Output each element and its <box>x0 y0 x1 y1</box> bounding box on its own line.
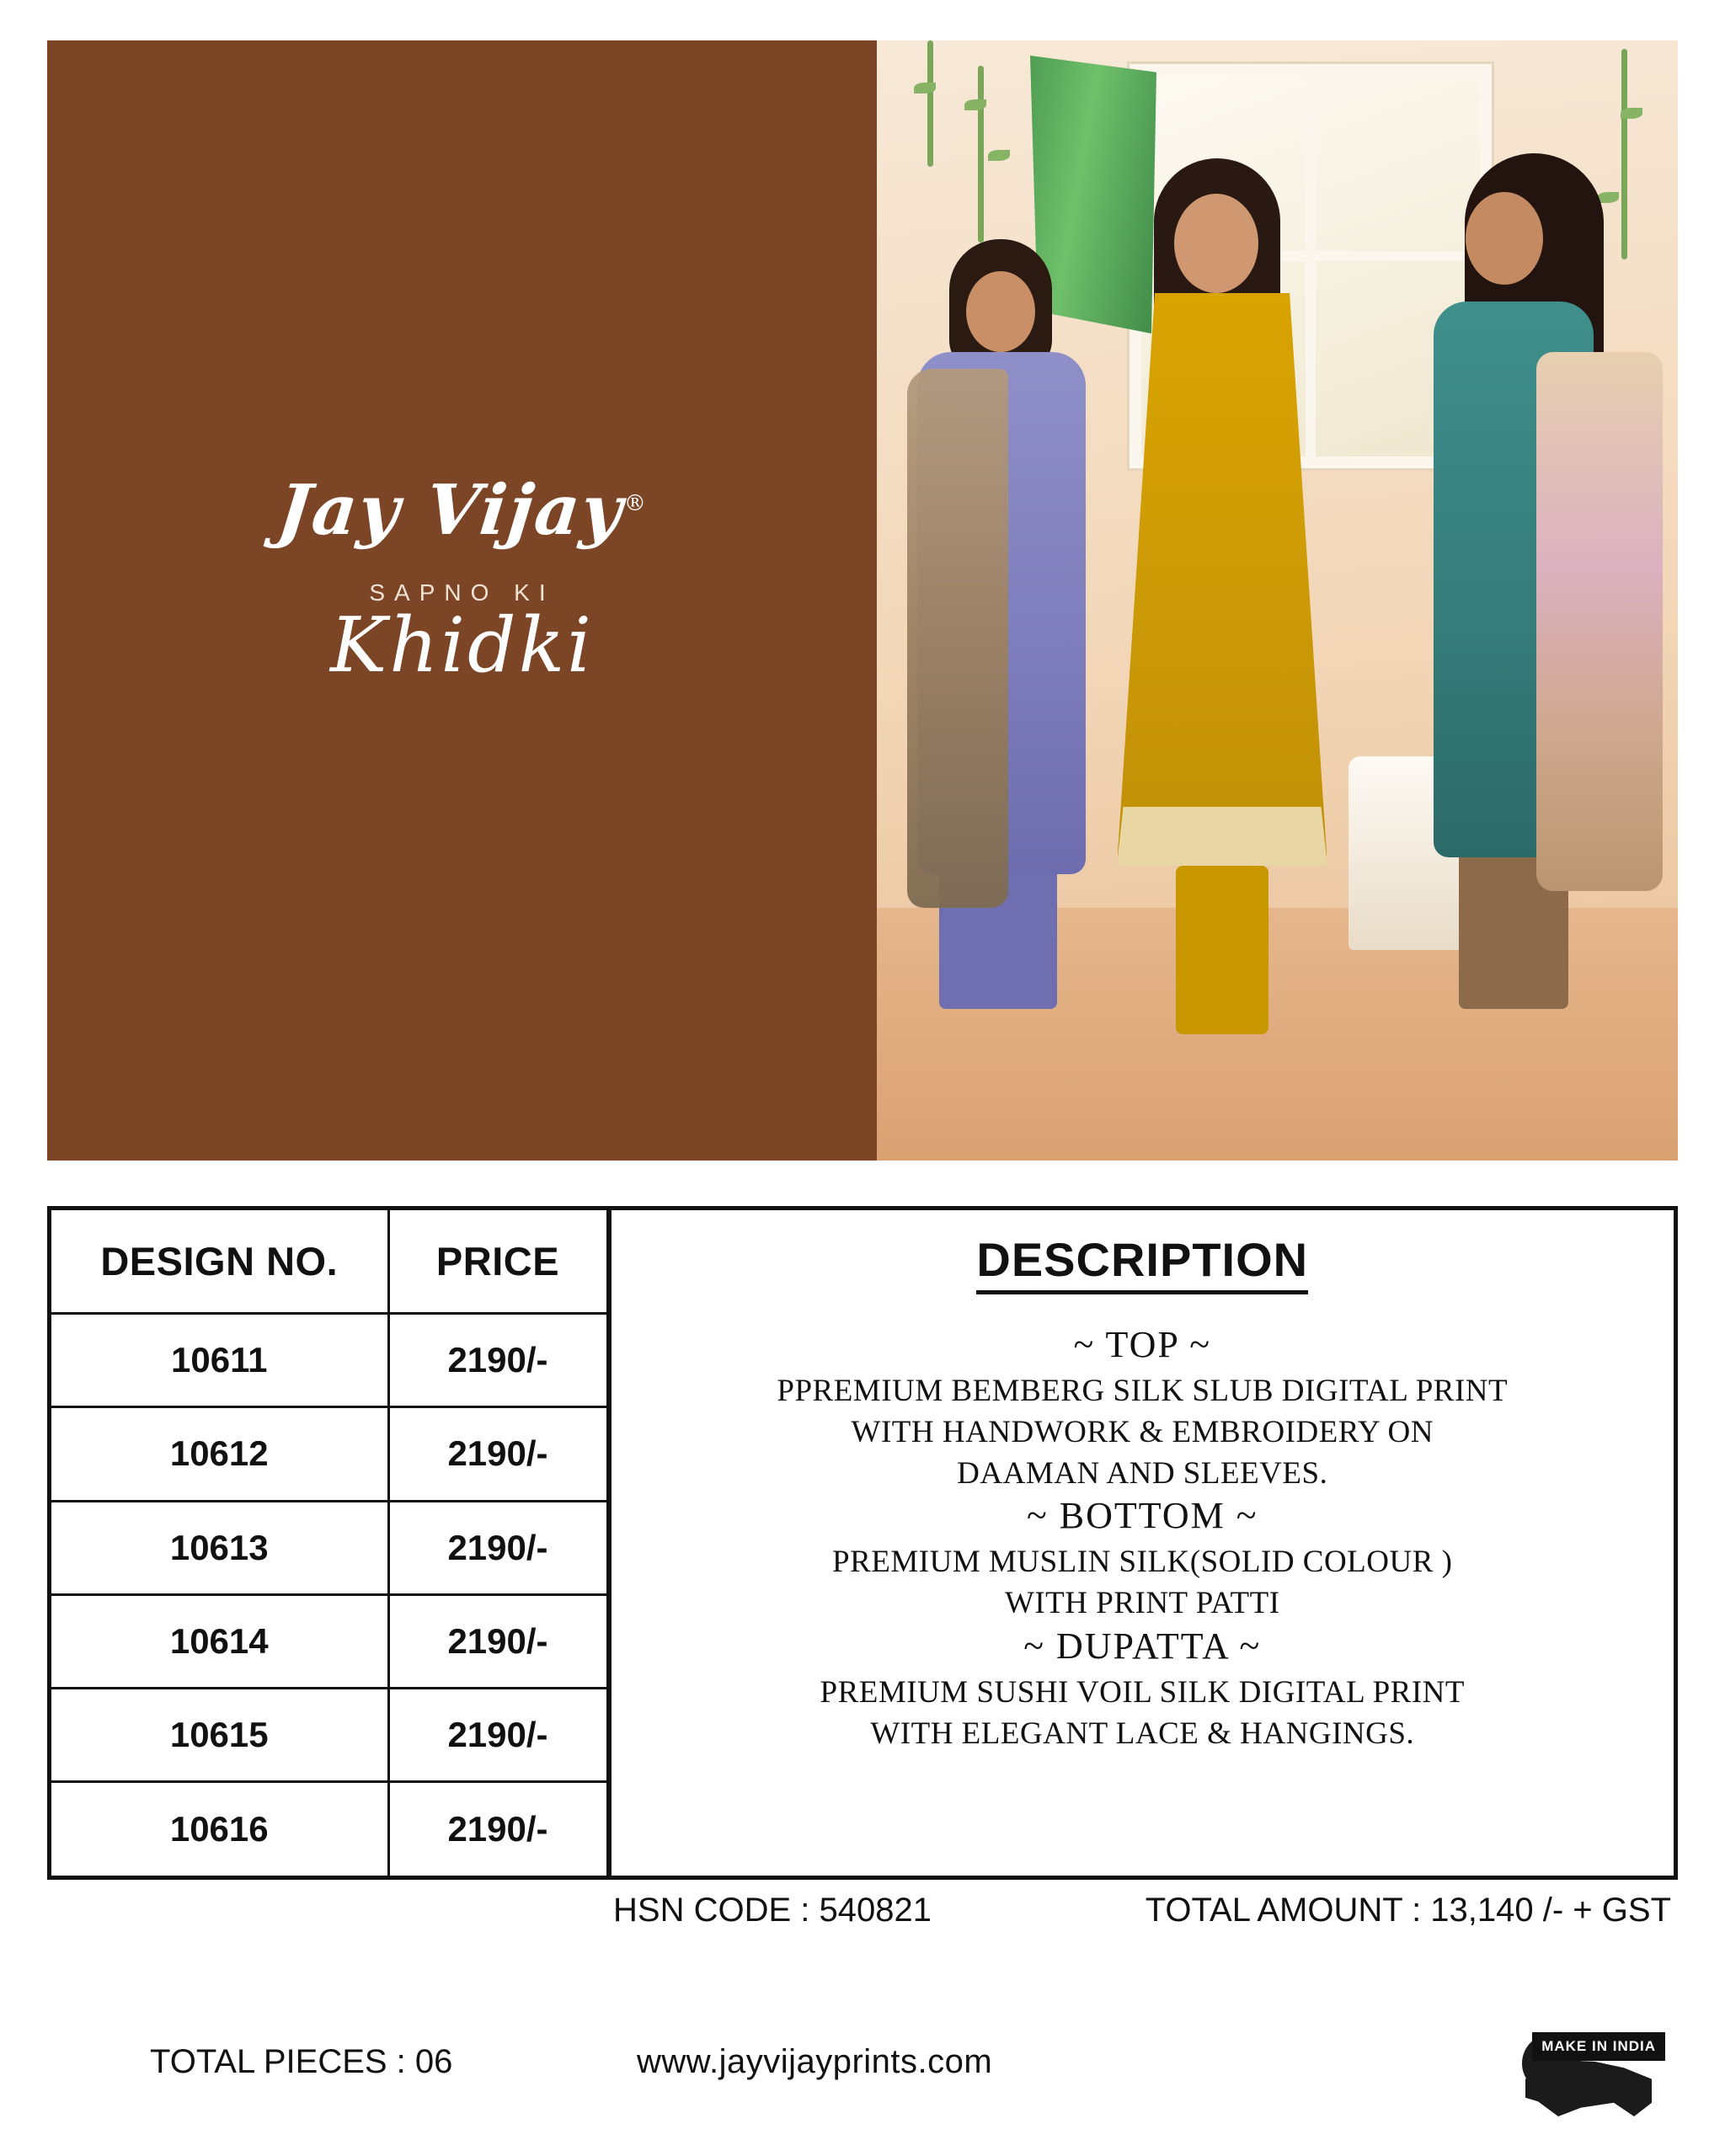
total-pieces: TOTAL PIECES : 06 <box>150 2043 453 2080</box>
vine-decor <box>927 40 933 167</box>
table-row <box>51 1314 607 1407</box>
model-right-face <box>1466 192 1543 285</box>
brand-logo-text: Jay Vijay <box>273 470 628 551</box>
cell-design-no: 10615 <box>51 1689 388 1782</box>
price-table <box>51 1210 609 1876</box>
brand-block <box>47 470 877 690</box>
cell-design-no: 10612 <box>51 1407 388 1501</box>
total-amount: TOTAL AMOUNT : 13,140 /- + GST <box>1145 1891 1671 1929</box>
table-row <box>51 1782 607 1876</box>
section-heading-top: ~ TOP ~ <box>1073 1324 1211 1365</box>
cell-price: 2190/- <box>388 1782 607 1876</box>
cell-price: 2190/- <box>388 1407 607 1501</box>
leaf-decor <box>964 99 986 110</box>
section-line: WITH PRINT PATTI <box>1004 1586 1280 1621</box>
registered-mark-icon: ® <box>623 490 648 516</box>
section-heading-dupatta: ~ DUPATTA ~ <box>1023 1625 1262 1668</box>
footer-row-secondary <box>47 2021 1678 2131</box>
model-center <box>1092 167 1344 1059</box>
catalog-info-block <box>47 1206 1678 1880</box>
section-body-dupatta <box>637 1673 1649 1755</box>
description-title: DESCRIPTION <box>976 1232 1308 1294</box>
make-in-india-label: MAKE IN INDIA <box>1532 2032 1665 2061</box>
table-row <box>51 1594 607 1688</box>
section-line: PREMIUM MUSLIN SILK(SOLID COLOUR ) <box>832 1545 1453 1580</box>
section-line: WITH HANDWORK & EMBROIDERY ON <box>851 1414 1434 1449</box>
table-row <box>51 1689 607 1782</box>
cell-price: 2190/- <box>388 1689 607 1782</box>
section-heading-bottom: ~ BOTTOM ~ <box>1026 1495 1258 1537</box>
cell-price: 2190/- <box>388 1594 607 1688</box>
description-pane <box>609 1210 1674 1876</box>
brand-panel <box>47 40 877 1161</box>
hero-banner <box>47 40 1678 1161</box>
column-header-design-no: DESIGN NO. <box>51 1210 388 1314</box>
website-link[interactable]: www.jayvijayprints.com <box>637 2043 993 2080</box>
cell-price: 2190/- <box>388 1314 607 1407</box>
cell-price: 2190/- <box>388 1501 607 1594</box>
section-line: WITH ELEGANT LACE & HANGINGS. <box>870 1716 1415 1751</box>
table-header-row <box>51 1210 607 1314</box>
lion-icon <box>1522 2020 1665 2121</box>
collection-name: Khidki <box>330 601 594 690</box>
column-header-price: PRICE <box>388 1210 607 1314</box>
cell-design-no: 10614 <box>51 1594 388 1688</box>
leaf-decor <box>914 83 936 93</box>
table-row <box>51 1407 607 1501</box>
model-right-dupatta <box>1536 352 1663 891</box>
description-section-bottom <box>637 1494 1649 1625</box>
brand-logo <box>274 470 651 551</box>
model-center-bottom <box>1176 866 1268 1034</box>
cell-design-no: 10616 <box>51 1782 388 1876</box>
model-center-face <box>1174 194 1258 293</box>
section-line: DAAMAN AND SLEEVES. <box>957 1455 1328 1491</box>
section-line: PPREMIUM BEMBERG SILK SLUB DIGITAL PRINT <box>777 1374 1509 1408</box>
brand-tagline: SAPNO KI <box>369 579 555 606</box>
make-in-india-logo <box>1518 2016 1669 2126</box>
vine-decor <box>978 66 984 243</box>
model-left <box>902 251 1087 1051</box>
model-left-dupatta <box>907 369 1008 908</box>
leaf-decor <box>988 150 1010 161</box>
cell-design-no: 10611 <box>51 1314 388 1407</box>
section-body-top <box>637 1371 1649 1494</box>
model-photograph <box>877 40 1678 1161</box>
leaf-decor <box>1621 108 1642 119</box>
model-center-hem-print <box>1117 807 1327 866</box>
description-section-top <box>637 1323 1649 1494</box>
section-line: PREMIUM SUSHI VOIL SILK DIGITAL PRINT <box>820 1675 1465 1710</box>
section-body-bottom <box>637 1542 1649 1625</box>
model-left-face <box>966 271 1035 352</box>
cell-design-no: 10613 <box>51 1501 388 1594</box>
hsn-code: HSN CODE : 540821 <box>613 1891 932 1929</box>
model-center-kurta <box>1117 293 1327 866</box>
description-section-dupatta <box>637 1625 1649 1755</box>
model-right <box>1417 158 1669 1068</box>
table-row <box>51 1501 607 1594</box>
